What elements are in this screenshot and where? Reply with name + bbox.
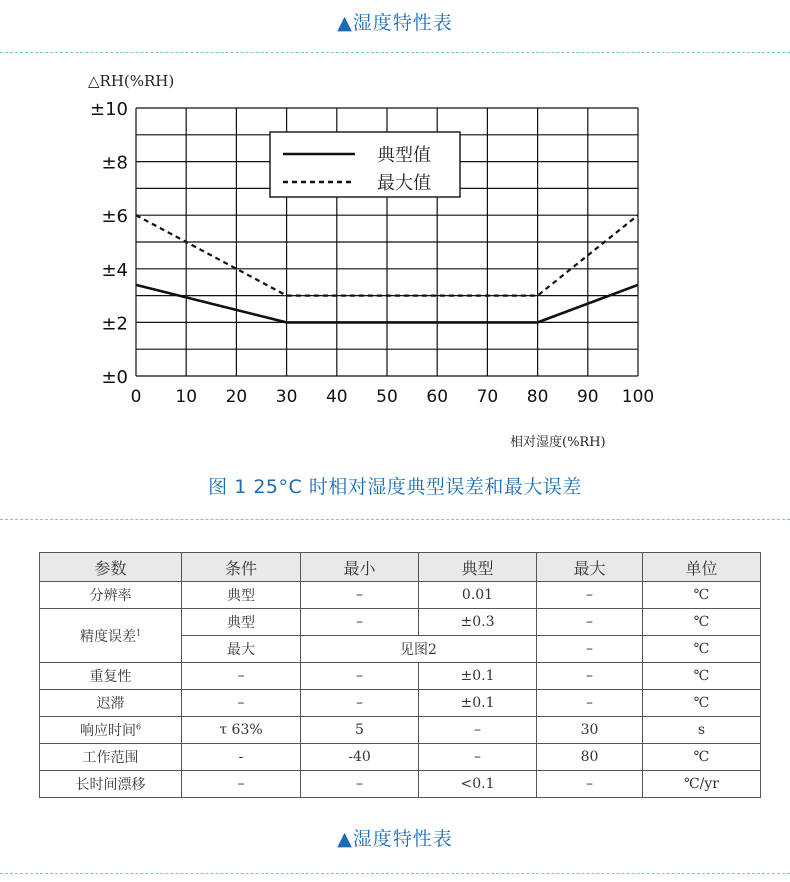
humidity-error-chart: [0, 62, 790, 462]
cell-unit: s: [643, 717, 761, 744]
cell-condition: τ 63%: [182, 717, 301, 744]
cell-typ: –: [419, 744, 537, 771]
cell-typ: ±0.1: [419, 690, 537, 717]
cell-max: –: [537, 663, 643, 690]
table-row: [40, 690, 761, 717]
cell-min: –: [301, 582, 419, 609]
cell-param: 精度误差$^1$: [40, 609, 182, 663]
cell-unit: ℃: [643, 636, 761, 663]
cell-max: –: [537, 771, 643, 798]
header-typ: 典型: [419, 553, 537, 582]
cell-unit: ℃: [643, 663, 761, 690]
cell-condition: –: [182, 690, 301, 717]
cell-typ: 0.01: [419, 582, 537, 609]
x-tick-label: 20: [225, 387, 248, 407]
legend-label-typical: 典型值: [377, 145, 431, 166]
y-tick-label: ±8: [101, 152, 128, 174]
header-unit: 单位: [643, 553, 761, 582]
cell-max: 80: [537, 744, 643, 771]
cell-unit: ℃: [643, 690, 761, 717]
table-row: [40, 663, 761, 690]
cell-param: 工作范围: [40, 744, 182, 771]
cell-param: 分辨率: [40, 582, 182, 609]
cell-min: –: [301, 663, 419, 690]
y-axis-label: △RH(%RH): [88, 72, 175, 90]
cell-condition: 典型: [182, 582, 301, 609]
cell-param: 迟滞: [40, 690, 182, 717]
divider-middle: [0, 519, 790, 520]
cell-condition: 最大: [182, 636, 301, 663]
cell-merged-see-figure: 见图2: [301, 636, 537, 663]
x-tick-label: 80: [526, 387, 549, 407]
cell-min: –: [301, 771, 419, 798]
cell-max: –: [537, 690, 643, 717]
header-max: 最大: [537, 553, 643, 582]
cell-condition: -: [182, 744, 301, 771]
table-row: [40, 771, 761, 798]
cell-condition: 典型: [182, 609, 301, 636]
cell-typ: <0.1: [419, 771, 537, 798]
figure-caption: 图 1 25°C 时相对湿度典型误差和最大误差: [208, 476, 582, 498]
x-tick-label: 0: [130, 387, 142, 407]
x-tick-label: 90: [576, 387, 599, 407]
x-tick-label: 100: [621, 387, 655, 407]
cell-min: –: [301, 690, 419, 717]
cell-condition: –: [182, 663, 301, 690]
x-tick-label: 70: [476, 387, 499, 407]
cell-typ: ±0.3: [419, 609, 537, 636]
cell-max: –: [537, 636, 643, 663]
x-tick-label: 50: [376, 387, 398, 407]
divider-bottom: [0, 873, 790, 874]
table-row: [40, 744, 761, 771]
cell-condition: –: [182, 771, 301, 798]
cell-param: 重复性: [40, 663, 182, 690]
y-tick-label: ±10: [90, 99, 128, 120]
table-header-row: [40, 553, 761, 582]
cell-unit: ℃/yr: [643, 771, 761, 798]
cell-min: -40: [301, 744, 419, 771]
cell-unit: ℃: [643, 744, 761, 771]
y-tick-label: ±4: [101, 259, 128, 281]
section-title-top: ▲湿度特性表: [337, 12, 453, 34]
humidity-spec-table: [39, 552, 761, 798]
cell-max: –: [537, 609, 643, 636]
x-tick-label: 40: [325, 387, 348, 407]
cell-param: 响应时间$^6$: [40, 717, 182, 744]
divider-top: [0, 52, 790, 53]
header-param: 参数: [40, 553, 182, 582]
cell-typ: ±0.1: [419, 663, 537, 690]
cell-max: 30: [537, 717, 643, 744]
header-condition: 条件: [182, 553, 301, 582]
y-tick-label: ±0: [101, 367, 128, 388]
cell-typ: –: [419, 717, 537, 744]
x-tick-label: 60: [426, 387, 449, 407]
cell-unit: ℃: [643, 609, 761, 636]
legend-box: [270, 132, 460, 197]
cell-unit: ℃: [643, 582, 761, 609]
cell-param: 长时间漂移: [40, 771, 182, 798]
x-tick-label: 30: [275, 387, 298, 407]
section-title-bottom: ▲湿度特性表: [337, 828, 453, 850]
table-row: [40, 717, 761, 744]
y-tick-label: ±6: [101, 206, 128, 228]
x-tick-label: 10: [175, 387, 198, 407]
x-axis-label: 相对湿度(%RH): [510, 435, 606, 450]
cell-min: –: [301, 609, 419, 636]
y-tick-label: ±2: [101, 313, 128, 335]
cell-min: 5: [301, 717, 419, 744]
legend-label-max: 最大值: [377, 173, 431, 194]
table-row: [40, 609, 761, 636]
table-row: [40, 582, 761, 609]
cell-max: –: [537, 582, 643, 609]
header-min: 最小: [301, 553, 419, 582]
